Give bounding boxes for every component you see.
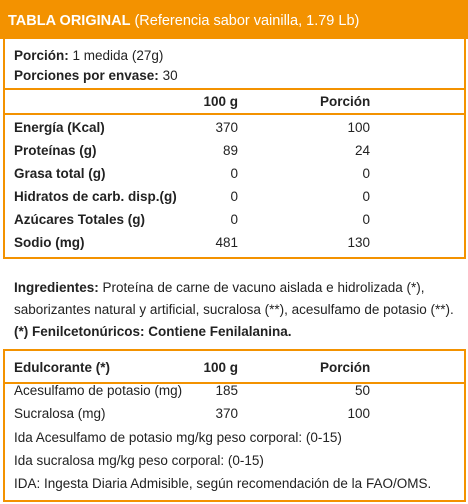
sweetener-note: IDA: Ingesta Diaria Admisible, según recomendación de la FAO/OMS. [14,476,432,491]
table-subtitle: (Referencia sabor vainilla, 1.79 Lb) [134,13,360,29]
sweetener-note: Ida Acesulfamo de potasio mg/kg peso corporal: (0-15) [14,430,342,445]
nutrition-row-value-100g: 481 [215,235,238,250]
ingredients-line-2: saborizantes natural y artificial, sucralosa (**), acesulfamo de potasio (**). [14,302,454,317]
ingredients-line-1 [14,280,454,296]
table-header [0,0,468,39]
phenylketonuric-warning: (*) Fenilcetonúricos: Contiene Fenilalanina. [14,324,292,339]
servings-row [14,68,178,84]
servings-label: Porciones por envase: [14,68,159,83]
nutrition-row-label: Azúcares Totales (g) [14,212,146,227]
sweetener-row-value-100g: 370 [215,406,238,421]
nutrition-row-value-portion: 0 [362,212,370,227]
portion-value: 1 medida (27g) [72,48,164,63]
sweetener-col-portion: Porción [320,360,371,375]
sweetener-row-value-portion: 50 [354,383,370,398]
nutrition-row-value-100g: 0 [230,189,238,204]
nutrition-row-value-100g: 370 [215,120,238,135]
divider [3,88,466,90]
servings-value: 30 [162,68,178,83]
nutrition-row-value-portion: 24 [354,143,370,158]
portion-row [14,48,163,64]
nutrition-row-value-100g: 0 [230,212,238,227]
ingredients-label: Ingredientes: [14,280,99,295]
nutrition-row-value-100g: 0 [230,166,238,181]
portion-label: Porción: [14,48,69,63]
sweetener-row-value-portion: 100 [347,406,370,421]
nutrition-row-label: Sodio (mg) [14,235,85,250]
col-header-100g: 100 g [203,94,238,109]
table-title: TABLA ORIGINAL [8,13,131,29]
nutrition-row-label: Grasa total (g) [14,166,106,181]
nutrition-row-label: Energía (Kcal) [14,120,105,135]
sweetener-row-label: Acesulfamo de potasio (mg) [14,383,183,398]
nutrition-row-value-100g: 89 [222,143,238,158]
nutrition-row-label: Proteínas (g) [14,143,97,158]
nutrition-row-value-portion: 0 [362,166,370,181]
sweetener-row-value-100g: 185 [215,383,238,398]
nutrition-row-value-portion: 100 [347,120,370,135]
nutrition-row-value-portion: 0 [362,189,370,204]
nutrition-row-label: Hidratos de carb. disp.(g) [14,189,177,204]
sweetener-row-label: Sucralosa (mg) [14,406,106,421]
nutrition-row-value-portion: 130 [347,235,370,250]
col-header-portion: Porción [320,94,371,109]
ingredients-text-1: Proteína de carne de vacuno aislada e hidrolizada (*), [102,280,425,295]
sweetener-col-100g: 100 g [203,360,238,375]
divider [3,113,466,115]
sweetener-note: Ida sucralosa mg/kg peso corporal: (0-15) [14,453,264,468]
sweetener-header-label: Edulcorante (*) [14,360,111,375]
